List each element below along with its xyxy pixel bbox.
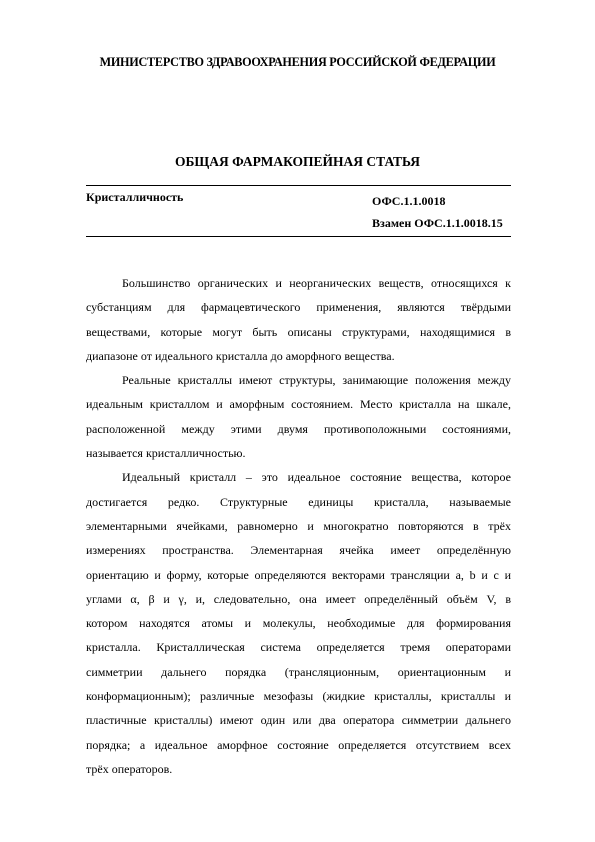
article-code-block <box>372 190 503 234</box>
text-line: порядка; а идеальное аморфное состояние определяется отсутствием всех <box>86 737 511 752</box>
text-line: котором находятся атомы и молекулы, необходимые для формирования <box>86 616 511 631</box>
article-replaces: Взамен ОФС.1.1.0018.15 <box>372 216 503 230</box>
text-line: достигается редко. Структурные единицы кристалла, называемые <box>86 494 511 509</box>
text-line: измерениях пространства. Элементарная ячейка имеет определённую <box>86 543 511 558</box>
article-subject: Кристалличность <box>86 190 184 204</box>
text-line: элементарными ячейками, равномерно и многократно повторяются в трёх <box>86 518 511 533</box>
text-line: конформационным); различные мезофазы (жидкие кристаллы, кристаллы и <box>86 689 511 704</box>
text-line: кристалла. Кристаллическая система определяется тремя операторами <box>86 640 511 655</box>
ministry-heading: МИНИСТЕРСТВО ЗДРАВООХРАНЕНИЯ РОССИЙСКОЙ ФЕДЕРАЦИИ <box>99 55 496 69</box>
text-line: углами α, β и γ, и, следовательно, она имеет определённый объём V, в <box>86 591 511 606</box>
text-line: называется кристалличностью. <box>86 446 246 461</box>
article-type-title: ОБЩАЯ ФАРМАКОПЕЙНАЯ СТАТЬЯ <box>174 154 421 169</box>
text-line: симметрии дальнего порядка (трансляционным, ориентационным и <box>86 664 511 679</box>
text-line: диапазоне от идеального кристалла до аморфного вещества. <box>86 348 395 363</box>
text-line: Идеальный кристалл – это идеальное состояние вещества, которое <box>122 470 511 485</box>
text-line: Большинство органических и неорганических веществ, относящихся к <box>122 276 511 290</box>
text-line: Реальные кристаллы имеют структуры, занимающие положения между <box>122 373 511 388</box>
header-top-rule <box>86 185 511 186</box>
paragraph-3 <box>86 465 511 781</box>
text-line: субстанциям для фармацевтического применения, являются твёрдыми <box>86 300 511 315</box>
text-line: идеальным кристаллом и аморфным состоянием. Место кристалла на шкале, <box>86 397 511 412</box>
text-line: веществами, которые могут быть описаны структурами, находящимися в <box>86 324 511 339</box>
paragraph-2 <box>86 368 511 465</box>
text-line: трёх операторов. <box>86 761 173 776</box>
text-line: расположенной между этими двумя противоположными состояниями, <box>86 421 511 436</box>
header-bottom-rule <box>86 236 511 237</box>
article-code: ОФС.1.1.0018 <box>372 194 446 208</box>
text-line: пластичные кристаллы) имеют один или два оператора симметрии дальнего <box>86 713 511 728</box>
article-body <box>86 271 511 781</box>
text-line: ориентацию и форму, которые определяются векторами трансляции a, b и c и <box>86 567 511 582</box>
paragraph-1 <box>86 271 511 368</box>
